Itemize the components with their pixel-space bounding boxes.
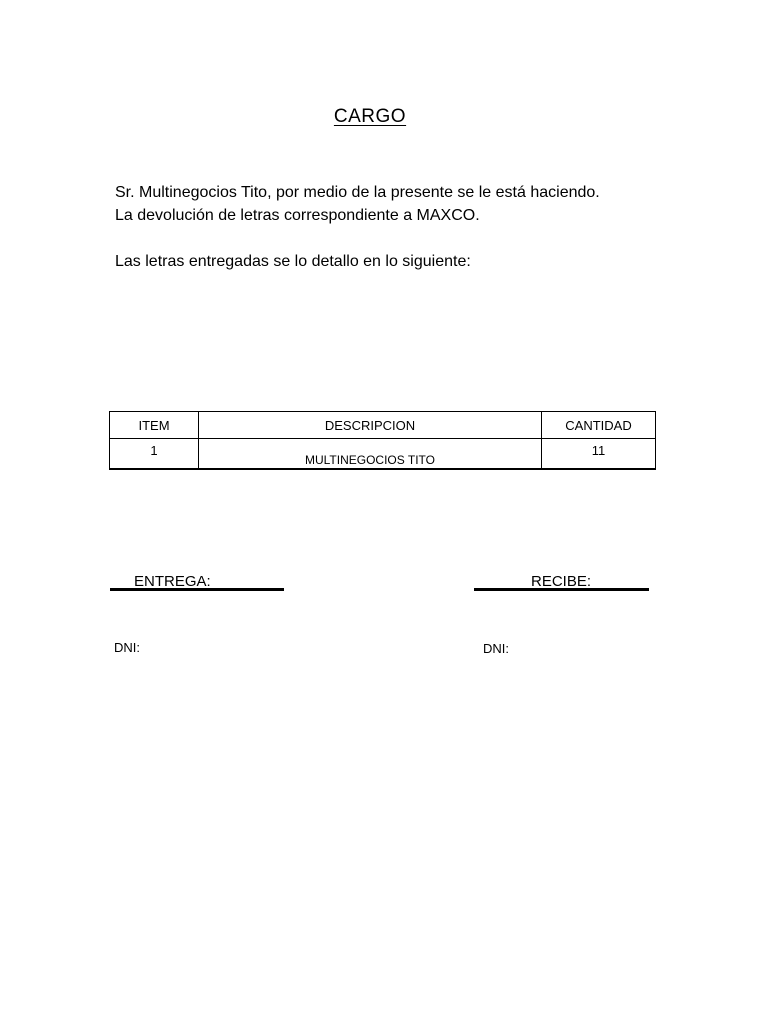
signature-label-recibe: RECIBE:: [531, 573, 592, 590]
table-header-row: [110, 412, 656, 439]
signature-line-entrega: [110, 570, 284, 591]
document-title: CARGO: [333, 106, 407, 127]
cell-cantidad: 11: [542, 439, 656, 470]
header-cantidad: CANTIDAD: [542, 412, 656, 439]
table-row: [110, 439, 656, 470]
items-table: [109, 411, 656, 470]
signature-label-entrega: ENTREGA:: [134, 573, 211, 590]
cell-descripcion: MULTINEGOCIOS TITO: [199, 439, 542, 470]
header-descripcion: DESCRIPCION: [199, 412, 542, 439]
signature-line-recibe: [474, 570, 649, 591]
dni-label-recibe: DNI:: [483, 641, 509, 656]
cell-item: 1: [110, 439, 199, 470]
header-item: ITEM: [110, 412, 199, 439]
paragraph-devolution: La devolución de letras correspondiente a MAXCO.: [115, 207, 480, 224]
dni-label-entrega: DNI:: [114, 640, 140, 655]
paragraph-greeting: Sr. Multinegocios Tito, por medio de la presente se le está haciendo.: [115, 184, 600, 201]
paragraph-detail-intro: Las letras entregadas se lo detallo en lo siguiente:: [115, 253, 471, 270]
